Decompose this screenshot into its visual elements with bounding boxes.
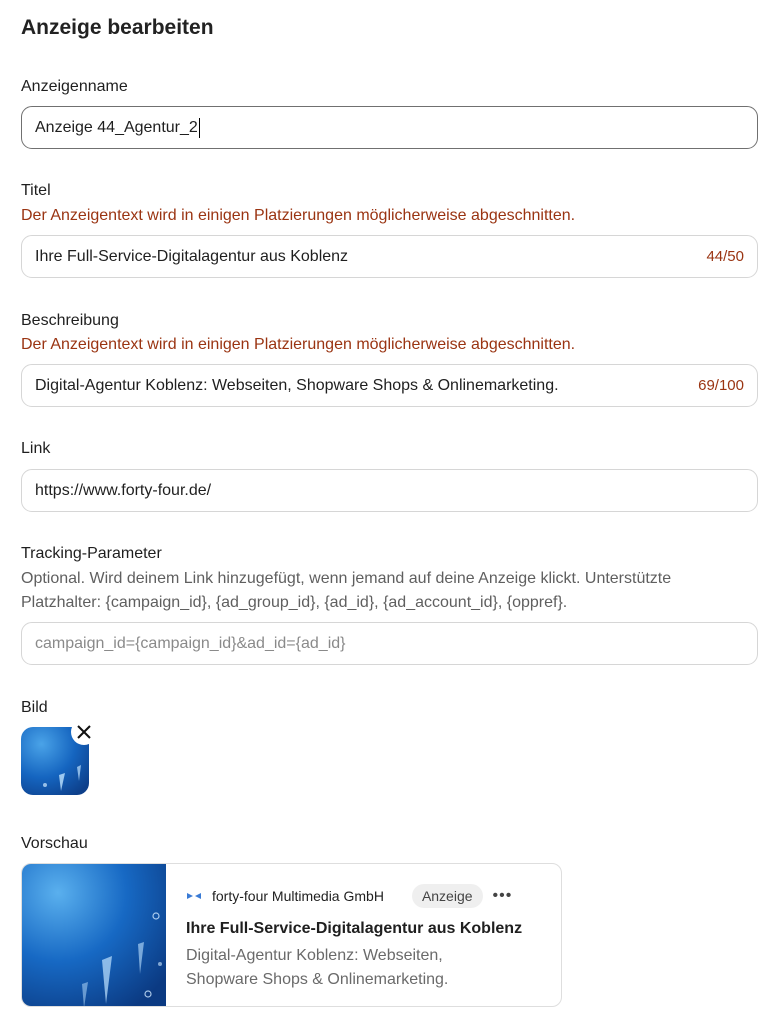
link-label: Link: [21, 440, 51, 457]
description-label: Beschreibung: [21, 312, 119, 329]
preview-image: [22, 864, 166, 1007]
ad-preview-card: [21, 863, 562, 1007]
title-warning: Der Anzeigentext wird in einigen Platzierungen möglicherweise abgeschnitten.: [21, 207, 576, 224]
remove-image-button[interactable]: [71, 719, 97, 745]
tracking-label: Tracking-Parameter: [21, 545, 162, 562]
description-warning: Der Anzeigentext wird in einigen Platzierungen möglicherweise abgeschnitten.: [21, 336, 576, 353]
ad-name-input[interactable]: [21, 106, 758, 149]
description-value: Digital-Agentur Koblenz: Webseiten, Shopware Shops & Onlinemarketing.: [35, 376, 559, 394]
link-input[interactable]: [21, 469, 758, 512]
sponsored-badge: Anzeige: [412, 884, 483, 908]
title-value: Ihre Full-Service-Digitalagentur aus Koblenz: [35, 247, 349, 265]
preview-label: Vorschau: [21, 835, 88, 852]
tracking-help-text: Optional. Wird deinem Link hinzugefügt, wenn jemand auf deine Anzeige klickt. Unterstützte Platzhalter: {campaign_id}, {ad_group_id}, {ad_id}, {ad_account_id}, {oppref}.: [21, 570, 672, 611]
preview-company-name: forty-four Multimedia GmbH: [212, 888, 384, 904]
ad-name-value: Anzeige 44_Agentur_2: [35, 118, 198, 136]
page-title: Anzeige bearbeiten: [21, 16, 214, 39]
ad-name-label: Anzeigenname: [21, 78, 128, 95]
tracking-placeholder: campaign_id={campaign_id}&ad_id={ad_id}: [35, 634, 346, 652]
title-char-counter: 44/50: [706, 248, 744, 265]
preview-title: Ihre Full-Service-Digitalagentur aus Koblenz: [186, 920, 523, 937]
tracking-input[interactable]: [21, 622, 758, 665]
ellipsis-icon[interactable]: •••: [492, 887, 513, 904]
company-logo-icon: [186, 888, 202, 904]
description-input[interactable]: [21, 364, 758, 407]
link-value: https://www.forty-four.de/: [35, 481, 212, 499]
description-char-counter: 69/100: [698, 377, 744, 394]
title-input[interactable]: [21, 235, 758, 278]
text-caret: [199, 118, 200, 138]
title-label: Titel: [21, 182, 51, 199]
image-label: Bild: [21, 699, 48, 716]
close-icon: [76, 724, 92, 740]
preview-description: Digital-Agentur Koblenz: Webseiten, Shopware Shops & Onlinemarketing.: [186, 947, 449, 988]
